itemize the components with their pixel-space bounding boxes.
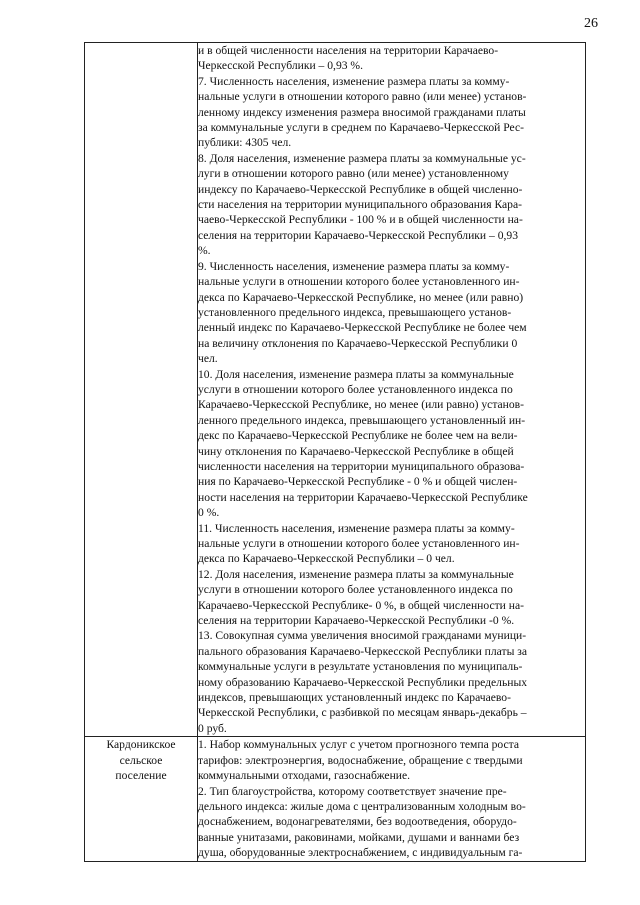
indicator-text-line: 2. Тип благоустройства, которому соответствует значение пре-: [198, 784, 507, 798]
indicator-text-line: нальные услуги в отношении которого более установленного ин-: [198, 275, 520, 289]
indicator-text-line: за коммунальные услуги в среднем по Карачаево-Черкесской Рес-: [198, 121, 524, 135]
indicator-text-line: ному образованию Карачаево-Черкесской Республики предельных: [198, 675, 528, 689]
indicator-text-line: ленный индекс по Карачаево-Черкесской Республике не более чем: [198, 321, 527, 335]
indicator-text-line: численности населения на территории муниципального образова-: [198, 459, 525, 473]
indicator-text-line: услуги в отношении которого более установленного индекса по: [198, 583, 513, 597]
indicator-text-line: индексу по Карачаево-Черкесской Республике в общей численно-: [198, 182, 523, 196]
indicator-text-line: Черкесской Республики, с разбивкой по месяцам январь-декабрь –: [198, 706, 527, 720]
indicator-text-line: индексов, превышающих установленный индекс по Карачаево-: [198, 691, 511, 705]
settlement-name-line: поселение: [115, 769, 167, 783]
indicator-text-line: сти населения на территории муниципального образования Кара-: [198, 198, 522, 212]
indicator-text-line: 8. Доля населения, изменение размера платы за коммунальные ус-: [198, 151, 526, 165]
indicator-text-line: 7. Численность населения, изменение размера платы за комму-: [198, 74, 510, 88]
indicator-text-line: Черкесской Республики – 0,93 %.: [198, 59, 363, 73]
indicator-text-line: коммунальными отходами, газоснабжение.: [198, 769, 411, 783]
indicator-text-line: селения на территории Карачаево-Черкесской Республики -0 %.: [198, 614, 515, 628]
indicator-text-line: 1. Набор коммунальных услуг с учетом прогнозного темпа роста: [198, 738, 520, 752]
indicator-text-line: пального образования Карачаево-Черкесской Республики платы за: [198, 644, 527, 658]
indicator-text-line: нальные услуги в отношении которого более установленного ин-: [198, 537, 520, 550]
indicator-text-line: нальные услуги в отношении которого равно (или менее) установ-: [198, 90, 527, 104]
indicator-text-line: декса по Карачаево-Черкесской Республики – 0 чел.: [198, 552, 455, 566]
indicator-text-line: ности населения на территории Карачаево-Черкесской Республике: [198, 490, 528, 504]
indicator-text-line: Карачаево-Черкесской Республике- 0 %, в общей численности на-: [198, 598, 524, 612]
indicator-text-line: установленного предельного индекса, превышающего установ-: [198, 305, 512, 319]
indicator-text-line: луги в отношении которого равно (или менее) установленному: [198, 167, 509, 181]
indicator-text-line: дельного индекса: жилые дома с централизованным холодным во-: [198, 799, 526, 813]
page-number: 26: [584, 16, 598, 31]
indicator-text-line: 11. Численность населения, изменение размера платы за комму-: [198, 521, 515, 535]
indicator-text-line: услуги в отношении которого более установленного индекса по: [198, 382, 513, 396]
settlement-name-line: Кардоникское: [106, 738, 176, 752]
settlement-name-line: сельское: [119, 753, 163, 767]
settlement-name-cell: [85, 43, 198, 737]
indicator-text-line: ленного предельного индекса, превышающего установленный ин-: [198, 413, 526, 427]
indicator-text-line: коммунальные услуги в результате установления по муниципаль-: [198, 660, 523, 674]
indicator-text-line: тарифов: электроэнергия, водоснабжение, обращение с твердыми: [198, 753, 523, 767]
indicator-text-line: Карачаево-Черкесской Республике, но менее (или равно) установ-: [198, 398, 525, 412]
indicator-text-line: %.: [198, 244, 211, 258]
indicator-text-line: ния по Карачаево-Черкесской Республике - 0 % и общей числен-: [198, 475, 518, 489]
indicator-text-cell: [198, 43, 586, 737]
indicator-text-line: чину отклонения по Карачаево-Черкесской Республике в общей: [198, 444, 514, 458]
indicator-text-line: ванные унитазами, раковинами, мойками, душами и ваннами без: [198, 830, 520, 844]
indicator-text-line: чел.: [198, 352, 218, 366]
indicator-text-line: на величину отклонения по Карачаево-Черкесской Республики 0: [198, 336, 518, 350]
table-row: [85, 737, 586, 861]
indicator-text-line: селения на территории Карачаево-Черкесской Республики – 0,93: [198, 228, 518, 242]
indicator-text-cell: [198, 737, 586, 861]
indicator-text-line: 10. Доля населения, изменение размера платы за коммунальные: [198, 367, 514, 381]
indicator-text-line: 0 %.: [198, 506, 220, 520]
table-row: [85, 43, 586, 737]
indicator-text-line: 12. Доля населения, изменение размера платы за коммунальные: [198, 567, 514, 581]
indicator-text-line: 9. Численность населения, изменение размера платы за комму-: [198, 259, 510, 273]
indicator-text-line: доснабжением, водонагревателями, без водоотведения, оборудо-: [198, 815, 517, 829]
indicator-text-line: 0 руб.: [198, 721, 227, 735]
indicator-text-line: чаево-Черкесской Республики - 100 % и в общей численности на-: [198, 213, 523, 227]
indicator-text-line: душа, оборудованные электроснабжением, с индивидуальным га-: [198, 846, 523, 860]
indicator-text-line: публики: 4305 чел.: [198, 136, 292, 150]
indicator-text-line: ленному индексу изменения размера вносимой гражданами платы: [198, 105, 526, 119]
indicator-text-line: 13. Совокупная сумма увеличения вносимой гражданами муници-: [198, 629, 527, 643]
indicator-text-line: декса по Карачаево-Черкесской Республике, но менее (или равно): [198, 290, 524, 304]
document-table: [84, 42, 586, 862]
settlement-name-cell: [85, 737, 198, 861]
indicator-text-line: и в общей численности населения на территории Карачаево-: [198, 44, 499, 57]
indicator-text-line: декс по Карачаево-Черкесской Республике не более чем на вели-: [198, 429, 518, 443]
